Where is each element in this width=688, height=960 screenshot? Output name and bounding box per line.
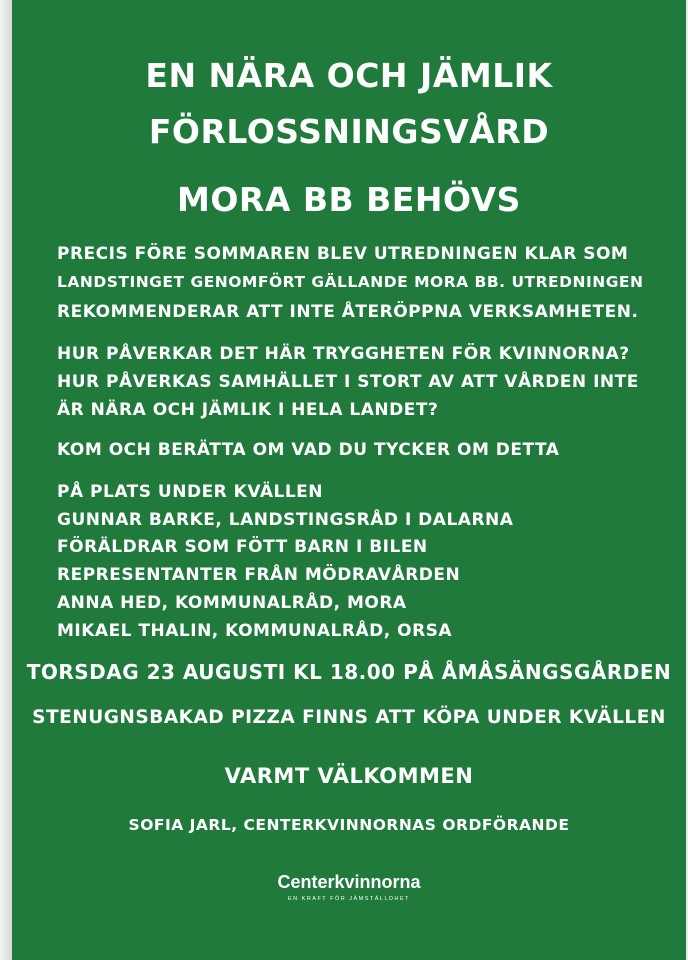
intro-line: REKOMMENDERAR ATT INTE ÅTERÖPPNA VERKSAMHETEN. [57,302,639,322]
poster [12,0,686,960]
title-line-3: MORA BB BEHÖVS [177,180,521,219]
intro-line: PRECIS FÖRE SOMMAREN BLEV UTREDNINGEN KLAR SOM [57,244,629,264]
welcome-text: VARMT VÄLKOMMEN [224,764,474,788]
guest-item: MIKAEL THALIN, KOMMUNALRÅD, ORSA [57,621,453,641]
guest-item: ANNA HED, KOMMUNALRÅD, MORA [57,593,407,613]
title-line-2: FÖRLOSSNINGSVÅRD [148,112,550,151]
intro-line: LANDSTINGET GENOMFÖRT GÄLLANDE MORA BB. UTREDNINGEN [57,273,644,291]
guest-item: FÖRÄLDRAR SOM FÖTT BARN I BILEN [57,537,428,557]
title-line-1: EN NÄRA OCH JÄMLIK [145,56,553,95]
pizza-line: STENUGNSBAKAD PIZZA FINNS ATT KÖPA UNDER KVÄLLEN [32,707,666,728]
guest-item: REPRESENTANTER FRÅN MÖDRAVÅRDEN [57,565,461,585]
question-line: HUR PÅVERKAR DET HÄR TRYGGHETEN FÖR KVINNORNA? [57,344,630,364]
centerkvinnorna-logo [12,872,686,902]
invite-line: KOM OCH BERÄTTA OM VAD DU TYCKER OM DETTA [57,440,560,460]
question-line: HUR PÅVERKAS SAMHÄLLET I STORT AV ATT VÅRDEN INTE [57,372,639,392]
question-line: ÄR NÄRA OCH JÄMLIK I HELA LANDET? [57,400,439,420]
logo-tagline: EN KRAFT FÖR JÄMSTÄLLDHET [287,896,411,902]
logo-name: Centerkvinnorna [277,872,421,892]
signature: SOFIA JARL, CENTERKVINNORNAS ORDFÖRANDE [128,816,570,834]
guests-heading: PÅ PLATS UNDER KVÄLLEN [57,482,324,502]
page-edge [0,0,12,960]
event-date-line: TORSDAG 23 AUGUSTI KL 18.00 PÅ ÅMÅSÄNGSGÅRDEN [26,660,672,684]
guest-item: GUNNAR BARKE, LANDSTINGSRÅD I DALARNA [57,510,514,530]
